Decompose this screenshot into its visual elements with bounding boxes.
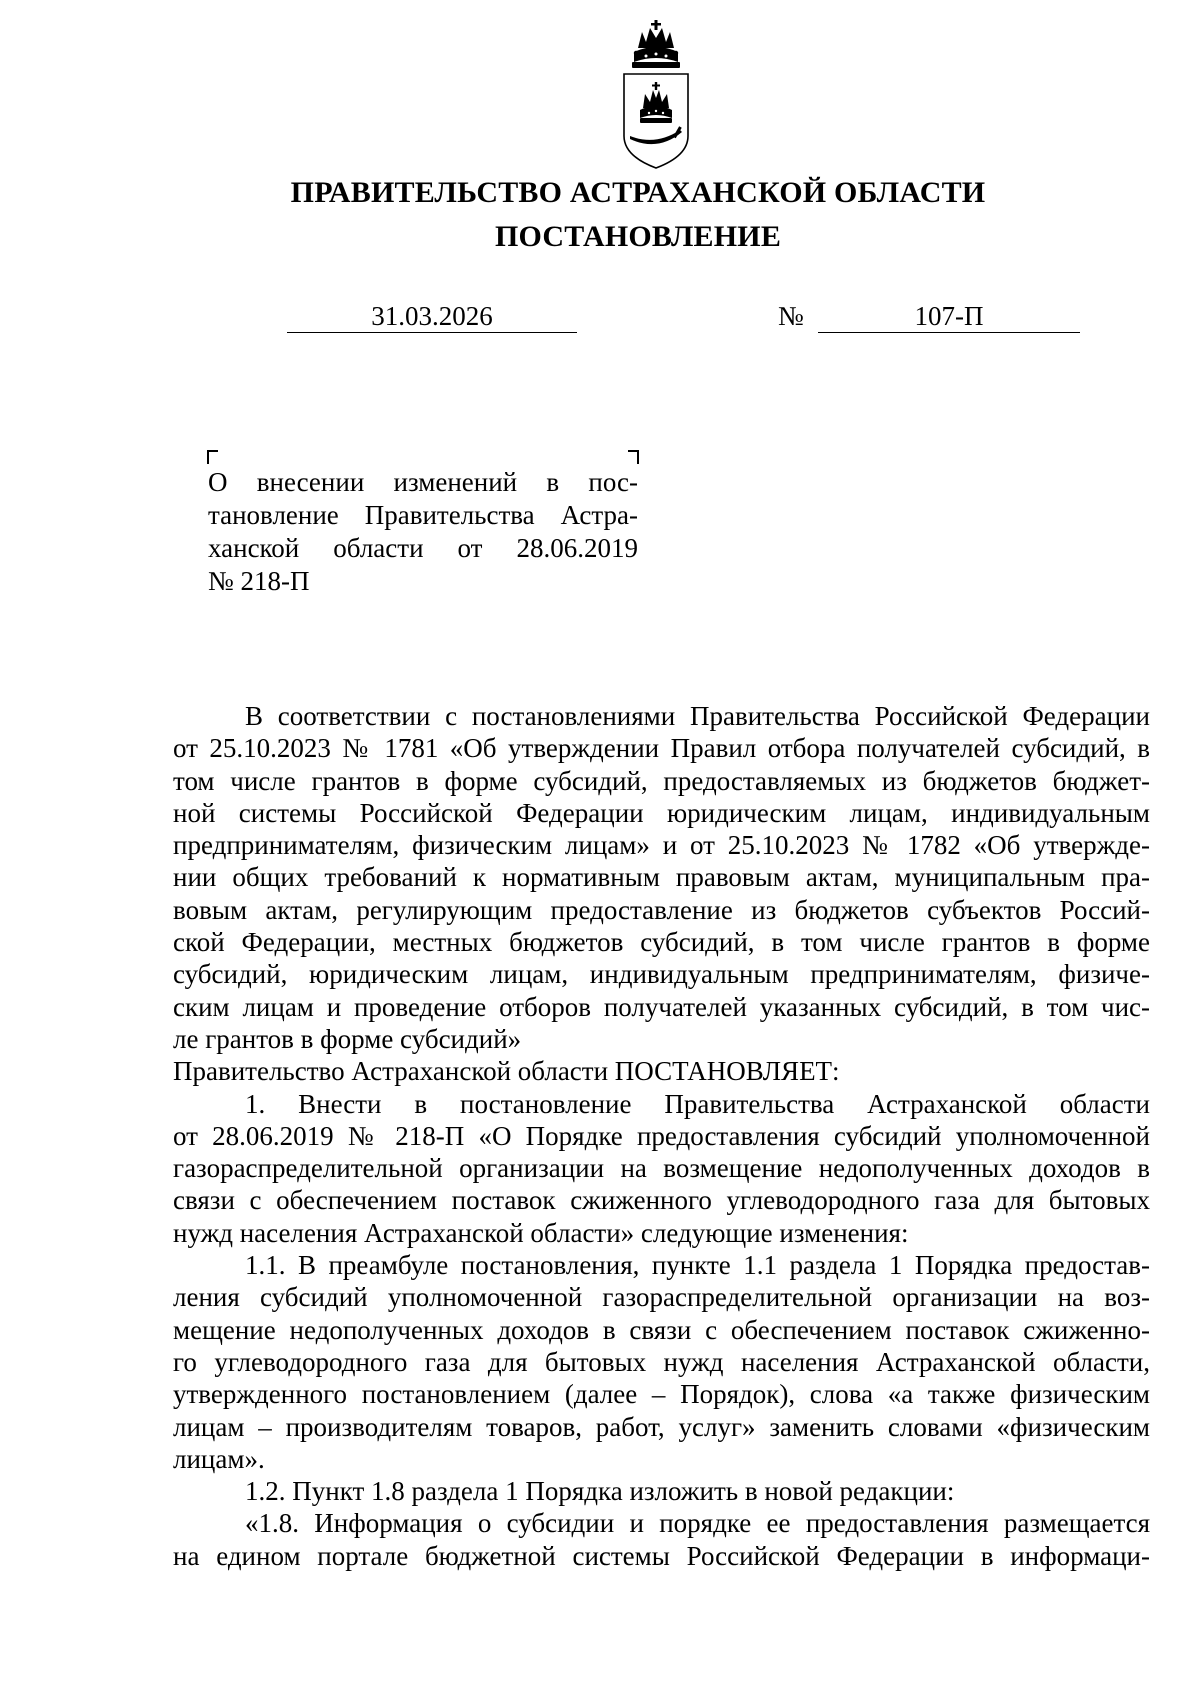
body-line: ской Федерации, местных бюджетов субсидий, в том числе грантов в форме — [173, 927, 1150, 958]
document-subject — [208, 466, 638, 598]
organization-title: ПРАВИТЕЛЬСТВО АСТРАХАНСКОЙ ОБЛАСТИ — [290, 176, 986, 209]
body-line: го углеводородного газа для бытовых нужд населения Астраханской области, — [173, 1346, 1150, 1377]
body-line: предпринимателям, физическим лицам» и от 25.10.2023 № 1782 «Об утвержде- — [173, 830, 1150, 861]
body-line: нии общих требований к нормативным правовым актам, муниципальным пра- — [173, 862, 1150, 893]
body-line: Правительство Астраханской области ПОСТАНОВЛЯЕТ: — [173, 1056, 840, 1087]
subject-line: ханской области от 28.06.2019 — [208, 533, 638, 563]
body-line: газораспределительной организации на возмещение недополученных доходов в — [173, 1153, 1150, 1184]
body-line: нужд населения Астраханской области» следующие изменения: — [173, 1217, 909, 1248]
document-body — [173, 700, 1150, 1572]
body-line: связи с обеспечением поставок сжиженного углеводородного газа для бытовых — [173, 1185, 1150, 1216]
document-type-title: ПОСТАНОВЛЕНИЕ — [494, 220, 782, 253]
astrakhan-coat-of-arms-icon — [616, 18, 696, 170]
document-date: 31.03.2026 — [287, 300, 577, 333]
body-line: лицам – производителям товаров, работ, услуг» заменить словами «физическим — [173, 1411, 1150, 1442]
body-line: утвержденного постановлением (далее – Порядок), слова «а также физическим — [173, 1379, 1150, 1410]
body-line: 1.2. Пункт 1.8 раздела 1 Порядка изложить в новой редакции: — [245, 1476, 955, 1507]
body-line: вовым актам, регулирующим предоставление из бюджетов субъектов Россий- — [173, 894, 1150, 925]
subject-corner-left — [207, 450, 218, 464]
body-line: от 25.10.2023 № 1781 «Об утверждении Правил отбора получателей субсидий, в — [173, 733, 1150, 764]
subject-line: тановление Правительства Астра- — [208, 500, 638, 530]
body-line: В соответствии с постановлениями Правительства Российской Федерации — [245, 701, 1150, 731]
body-line: том числе грантов в форме субсидий, предоставляемых из бюджетов бюджет- — [173, 765, 1150, 796]
number-sign: № — [778, 301, 804, 331]
body-line: ле грантов в форме субсидий» — [173, 1023, 522, 1054]
body-line: 1. Внести в постановление Правительства Астраханской области — [245, 1088, 1150, 1119]
document-number: 107-П — [818, 300, 1080, 333]
body-line: ления субсидий уполномоченной газораспределительной организации на воз- — [173, 1282, 1150, 1313]
body-line: ским лицам и проведение отборов получателей указанных субсидий, в том чис- — [173, 991, 1150, 1022]
subject-line: № 218-П — [208, 566, 310, 596]
body-line: лицам». — [173, 1443, 265, 1474]
subject-corner-right — [628, 450, 639, 464]
body-line: от 28.06.2019 № 218-П «О Порядке предоставления субсидий уполномоченной — [173, 1120, 1150, 1151]
body-line: 1.1. В преамбуле постановления, пункте 1.1 раздела 1 Порядка предостав- — [245, 1250, 1150, 1281]
body-line: «1.8. Информация о субсидии и порядке ее предоставления размещается — [245, 1508, 1150, 1539]
body-line: субсидий, юридическим лицам, индивидуальным предпринимателям, физиче- — [173, 959, 1150, 990]
body-line: ной системы Российской Федерации юридическим лицам, индивидуальным — [173, 797, 1150, 828]
body-line: на едином портале бюджетной системы Российской Федерации в информаци- — [173, 1540, 1150, 1571]
subject-line: О внесении изменений в пос- — [208, 467, 638, 497]
body-line: мещение недополученных доходов в связи с обеспечением поставок сжиженно- — [173, 1314, 1150, 1345]
